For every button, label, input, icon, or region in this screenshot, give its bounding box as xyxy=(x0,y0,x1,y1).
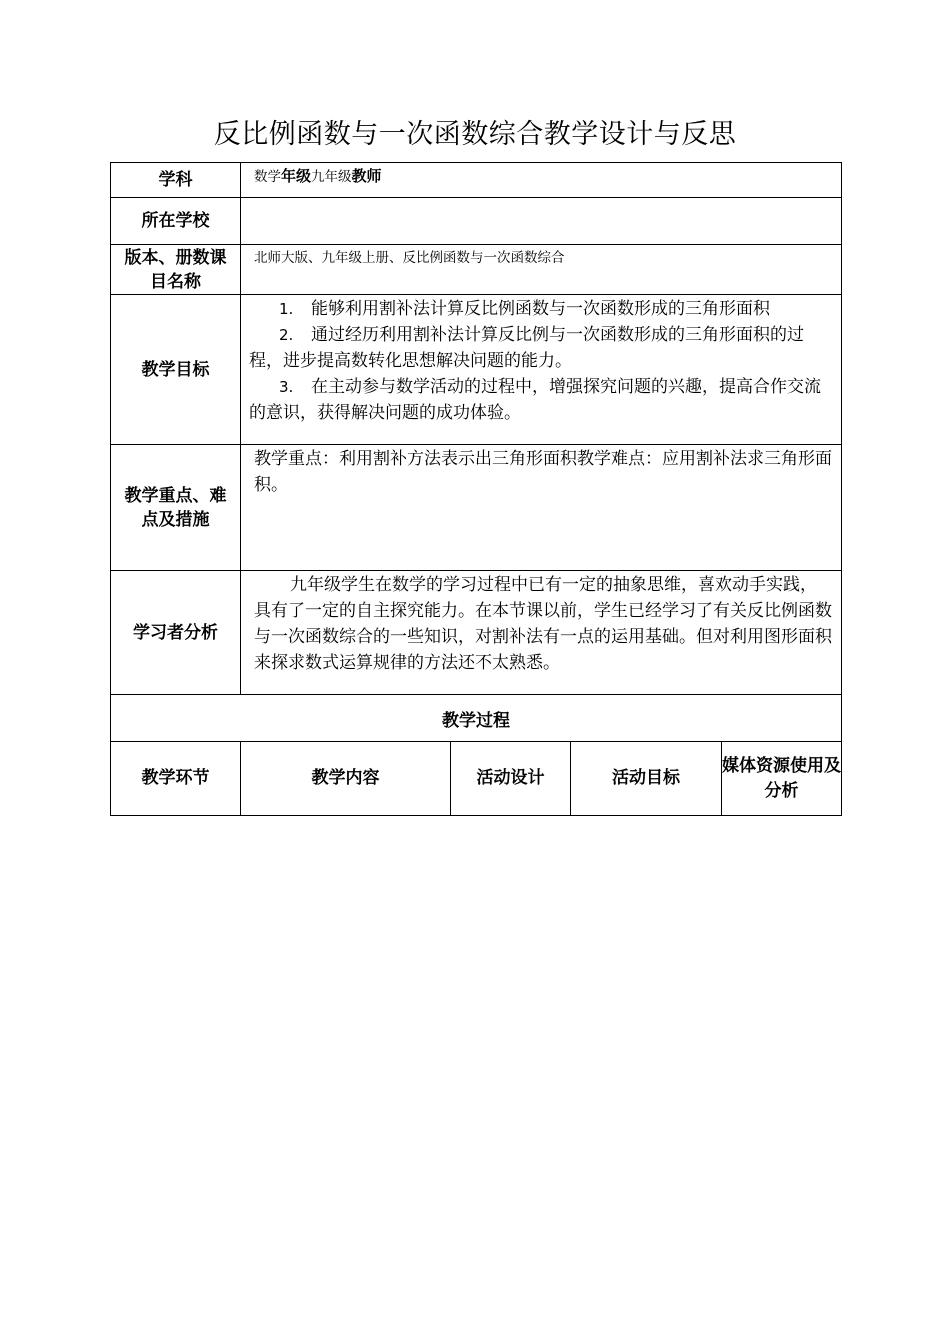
grade-value: 九年级 xyxy=(311,169,352,185)
column-header-activity-goal: 活动目标 xyxy=(571,742,722,816)
teacher-label: 教师 xyxy=(351,167,382,185)
objective-number: 1. xyxy=(279,300,294,318)
objectives-label: 教学目标 xyxy=(111,295,241,445)
objective-item xyxy=(249,322,833,374)
objective-text: 在主动参与数学活动的过程中，增强探究问题的兴趣，提高合作交流的意识，获得解决问题的成功体验。 xyxy=(249,377,821,423)
objective-text: 能够利用割补法计算反比例函数与一次函数形成的三角形面积 xyxy=(311,299,770,319)
lesson-plan-table xyxy=(110,162,842,816)
school-value xyxy=(241,198,842,245)
subject-label: 学科 xyxy=(111,163,241,198)
process-section-row xyxy=(111,695,842,742)
column-header-stage: 教学环节 xyxy=(111,742,241,816)
keypoints-value: 教学重点：利用割补方法表示出三角形面积教学难点：应用割补法求三角形面积。 xyxy=(241,445,842,571)
subject-row xyxy=(111,163,842,198)
objectives-list xyxy=(241,295,842,445)
column-header-media: 媒体资源使用及分析 xyxy=(722,742,842,816)
keypoints-row xyxy=(111,445,842,571)
objective-item xyxy=(249,374,833,426)
keypoints-label: 教学重点、难点及措施 xyxy=(111,445,241,571)
edition-label: 版本、册数课目名称 xyxy=(111,245,241,295)
grade-label: 年级 xyxy=(281,167,312,185)
objective-text: 通过经历利用割补法计算反比例与一次函数形成的三角形面积的过程，进步提高数转化思想解决问题的能力。 xyxy=(249,325,804,371)
column-header-content: 教学内容 xyxy=(241,742,451,816)
page-title: 反比例函数与一次函数综合教学设计与反思 xyxy=(213,119,737,150)
objectives-row xyxy=(111,295,842,445)
learner-value: 九年级学生在数学的学习过程中已有一定的抽象思维，喜欢动手实践，具有了一定的自主探究能力。在本节课以前，学生已经学习了有关反比例函数与一次函数综合的一些知识，对割补法有一点的运用基础。但对利用图形面积来探求数式运算规律的方法还不太熟悉。 xyxy=(241,571,842,695)
objective-item xyxy=(249,296,833,322)
learner-row xyxy=(111,571,842,695)
edition-value: 北师大版、九年级上册、反比例函数与一次函数综合 xyxy=(241,245,842,295)
process-header-row xyxy=(111,742,842,816)
column-header-activity-design: 活动设计 xyxy=(451,742,571,816)
objective-number: 2. xyxy=(279,326,294,344)
school-row xyxy=(111,198,842,245)
edition-row xyxy=(111,245,842,295)
process-section-title: 教学过程 xyxy=(111,695,842,742)
subject-value-cell xyxy=(241,163,842,198)
objective-number: 3. xyxy=(279,378,294,396)
learner-label: 学习者分析 xyxy=(111,571,241,695)
subject-value: 数学 xyxy=(254,169,281,185)
school-label: 所在学校 xyxy=(111,198,241,245)
